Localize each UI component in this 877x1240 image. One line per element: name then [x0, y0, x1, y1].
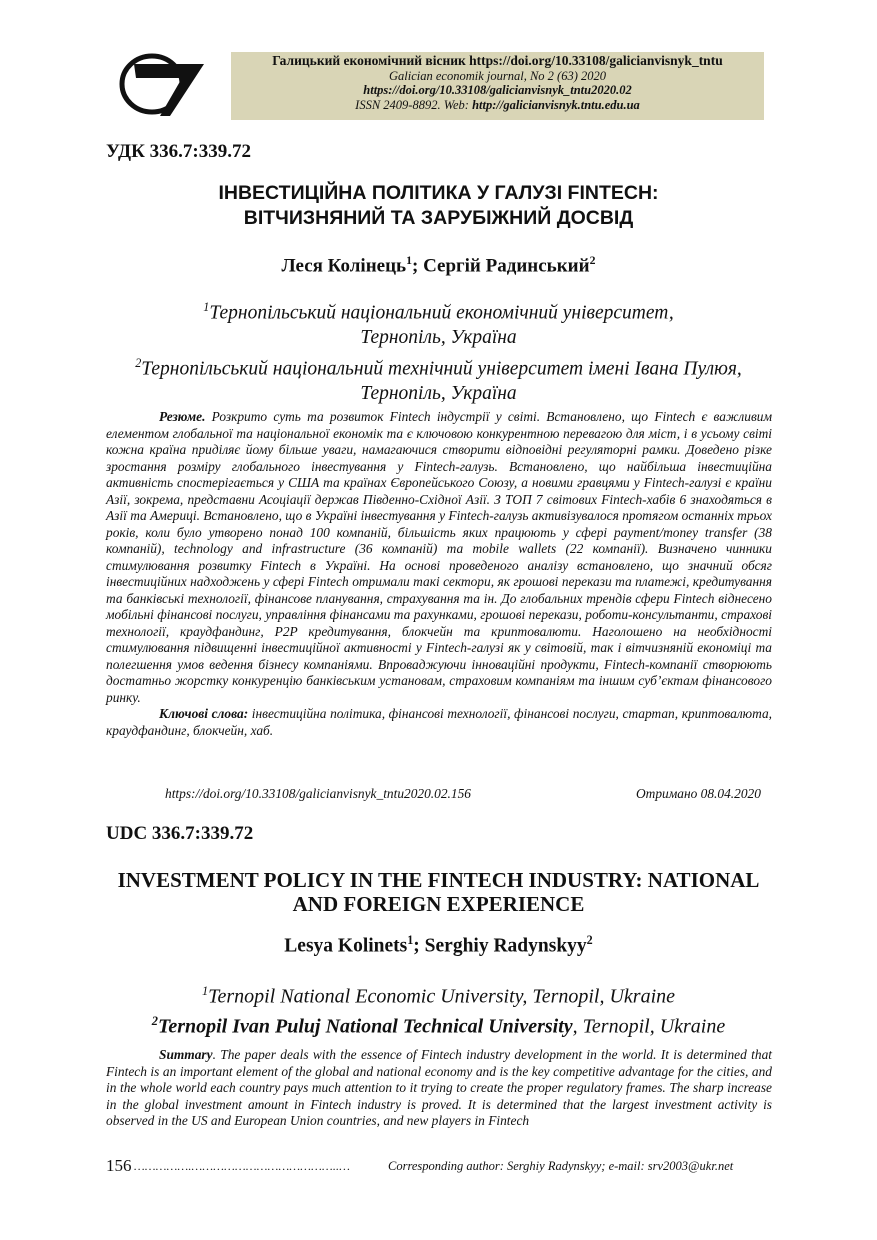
author1-en-sup: 1: [407, 933, 414, 947]
author1-ua: Леся Колінець: [281, 255, 407, 277]
abstract-ua: [106, 409, 772, 739]
journal-title-en: Galician economik journal, No 2 (63) 2020: [389, 68, 606, 83]
affiliations-en: [60, 979, 817, 1038]
summary-en-label: Summary: [159, 1047, 213, 1062]
affil1-en: [60, 979, 817, 1009]
affiliations-ua: [60, 295, 817, 406]
journal-doi[interactable]: https://doi.org/10.33108/galicianvisnyk_tntu2020.02: [363, 83, 632, 97]
author2-en: Serghiy Radynskyy: [424, 935, 587, 957]
paper-title-ua: [60, 181, 817, 231]
affil2-ua-line2: Тернопіль, Україна: [360, 382, 517, 404]
affil1-en-text: Ternopil National Economic University, Ternopil, Ukraine: [208, 985, 676, 1008]
journal-header: [231, 52, 764, 120]
author-separator-en: ;: [413, 935, 425, 957]
affil2-ua-text: Тернопільський національний технічний університет імені Івана Пулюя,: [141, 358, 742, 379]
author2-ua: Сергій Радинський: [423, 255, 590, 277]
summary-en-text: . The paper deals with the essence of Fintech industry development in the world. It is determined that Fintech is an important element of the global and national economy and is the key competitive advantage for the cities, and in the whole world each country pays much attention to it trying to create the proper regulatory frames. The sharp increase in the global investment amount in Fintech industry is proved. It is determined that the largest investment activity is observed in the US and European Union countries, and new players in Fintech: [106, 1047, 772, 1128]
abstract-ua-paragraph: [106, 409, 772, 706]
title-en-line1: INVESTMENT POLICY IN THE FINTECH INDUSTRY: NATIONAL: [117, 868, 760, 892]
author2-ua-sup: 2: [589, 254, 596, 267]
authors-en: [60, 933, 817, 958]
affil2-en-bold: Ternopil Ivan Puluj National Technical University: [157, 1015, 573, 1038]
article-doi[interactable]: https://doi.org/10.33108/galicianvisnyk_tntu2020.02.156: [165, 786, 471, 801]
summary-en-paragraph: [106, 1047, 772, 1130]
journal-logo: [112, 50, 208, 122]
keywords-ua-label: Ключові слова:: [159, 706, 249, 721]
issn-text: ISSN 2409-8892. Web:: [355, 97, 473, 112]
footer-dots: …………….…………………………………..…: [134, 1159, 351, 1173]
affil1-ua-sup: 1: [203, 300, 210, 314]
journal-website-link[interactable]: http://galicianvisnyk.tntu.edu.ua: [472, 97, 640, 112]
affil1-ua-line2: Тернопіль, Україна: [360, 327, 517, 348]
paper-title-en: [60, 868, 817, 916]
abstract-ua-text: Розкрито суть та розвиток Fintech індустрії у світі. Встановлено, що Fintech є важливим елементом глобальної та національної економік та є ключовою конкурентною перевагою для міст, і в усьому світі кожна країна приділяє йому більше уваги, намагаючися створити відповідні регуляторні рамки. Доведено різке зростання розміру глобального інвестування у Fintech-галузь. Встановлено, що найбільша інвестиційна активність спостерігається у США та країнах Європейського Союзу, а новими гравцями у Fintech-галузі є країни Азії, зокрема, представни Асоціації держав Південно-Східної Азії. З ТОП 7 світових Fintech-хабів 6 знаходяться в Азії та Америці. Встановлено, що в Україні інвестування у Fintech-галузь активізувалося протягом останніх трьох років, коли було утворено понад 100 компаній, більшість яких працюють у сфері payment/money transfer (38 компаній), technology and infrastructure (36 компаній) та mobile wallets (22 компанії). Визначено чинники стимулювання розвитку Fintech в Україні. На основі проведеного аналізу встановлено, що значний обсяг інвестиційних надходжень у сфері Fintech отримали такі сектори, як грошові перекази та платежі, кредитування та банківські технології, фінансове планування, страхування та ін. До глобальних трендів сфери Fintech віднесено мобільні фінансові послуги, управління фінансами та рахунками, грошові перекази, роботи-консультанти, страхові технології, краудфандинг, P2P кредитування, блокчейн та криптовалюти. Наголошено на необхідності стимулювання підвищенні інвестиційної активності у Fintech-галузі як у світовій, так і вітчизняній економіці та полегшення умов ведення бізнесу компаніями. Впроваджуючи інноваційні продукти, Fintech-компанії створюють достатньо жорстку конкуренцію банківським установам, страховим компаніям та іншим суб’єктам фінансового ринку.: [106, 409, 772, 705]
authors-ua: [60, 254, 817, 277]
page-number: 156: [106, 1156, 132, 1175]
udc-code: UDC 336.7:339.72: [106, 823, 254, 844]
author2-en-sup: 2: [586, 933, 593, 947]
journal-title-ua: Галицький економічний вісник https://doi.org/10.33108/galicianvisnyk_tntu: [272, 53, 723, 68]
affil2-en: [60, 1009, 817, 1039]
keywords-ua: [106, 706, 772, 739]
affil1-ua-line1: [60, 295, 817, 326]
affil2-ua-line1: [60, 351, 817, 382]
title-ua-line1: ІНВЕСТИЦІЙНА ПОЛІТИКА У ГАЛУЗІ FINTECH:: [218, 182, 659, 204]
keywords-ua-text: інвестиційна політика, фінансові технології, фінансові послуги, стартап, криптовалюта, краудфандинг, блокчейн, хаб.: [106, 706, 772, 738]
udk-code: УДК 336.7:339.72: [106, 141, 251, 162]
journal-issn: [231, 98, 764, 113]
title-en-line2: AND FOREIGN EXPERIENCE: [292, 892, 585, 916]
affil1-ua-text: Тернопільський національний економічний університет,: [209, 302, 674, 324]
affil1-en-sup: 1: [201, 984, 209, 998]
author1-ua-sup: 1: [406, 254, 412, 267]
logo-text: ТНТУ: [126, 79, 166, 96]
affil2-en-rest: , Ternopil, Ukraine: [572, 1015, 726, 1038]
received-date: Отримано 08.04.2020: [636, 786, 761, 801]
author1-en: Lesya Kolinets: [284, 935, 408, 957]
corresponding-author-note: Corresponding author: Serghiy Radynskyy; e-mail: srv2003@ukr.net: [388, 1159, 734, 1173]
author-separator-ua: ;: [411, 255, 424, 277]
abstract-ua-label: Резюме.: [159, 409, 206, 424]
affil2-ua-sup: 2: [135, 355, 142, 370]
summary-en: [106, 1047, 772, 1130]
affil2-en-sup: 2: [151, 1013, 158, 1028]
title-ua-line2: ВІТЧИЗНЯНИЙ ТА ЗАРУБІЖНИЙ ДОСВІД: [243, 207, 634, 229]
